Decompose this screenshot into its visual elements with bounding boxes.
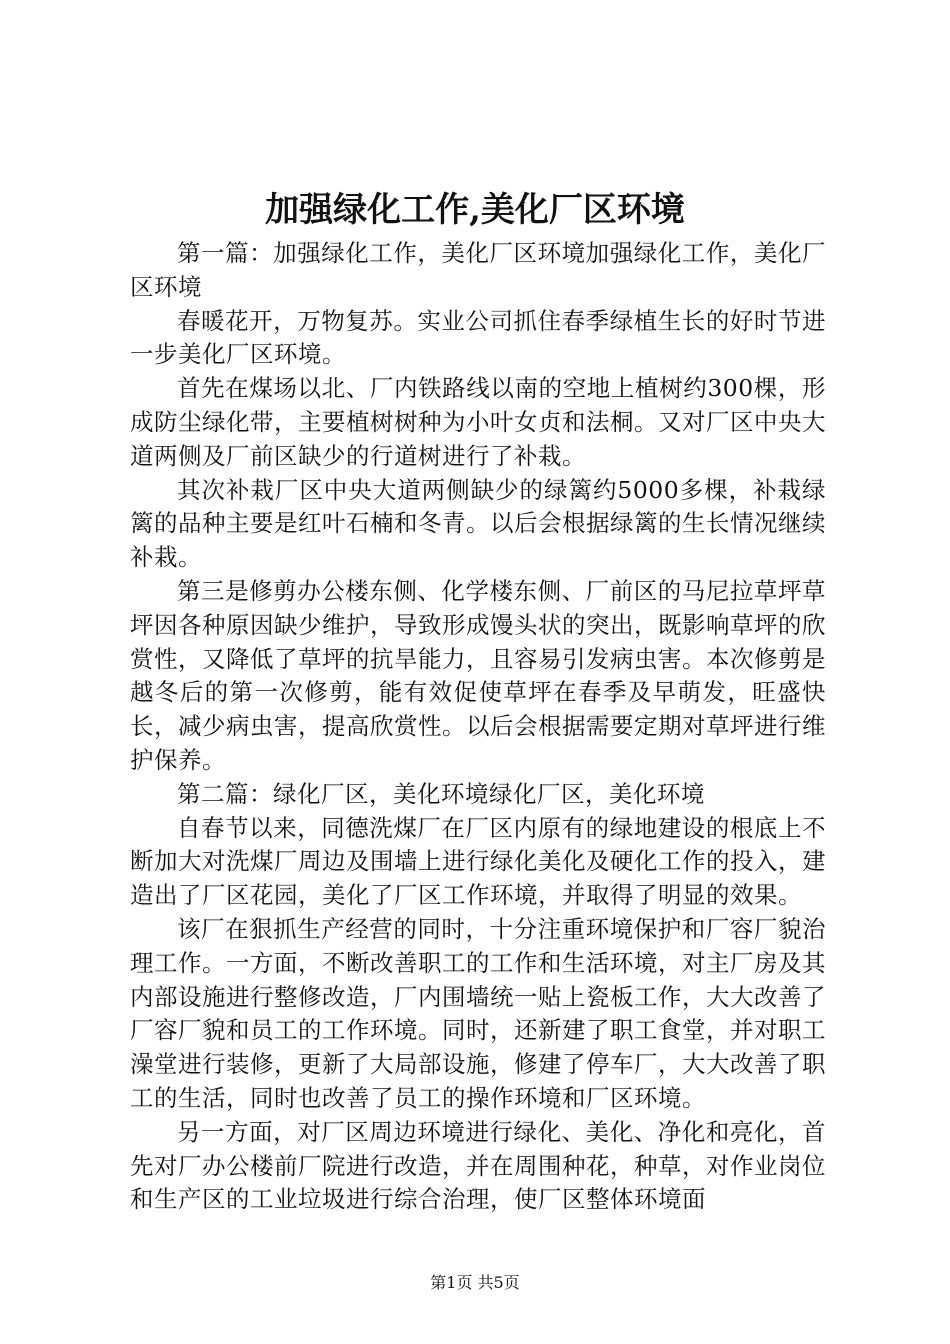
document-body	[130, 237, 826, 1217]
paragraph: 第二篇：绿化厂区，美化环境绿化厂区，美化环境	[177, 779, 705, 808]
paragraph: 第一篇：加强绿化工作，美化厂区环境加强绿化工作，美化厂区环境	[130, 239, 826, 301]
paragraph: 第三是修剪办公楼东侧、化学楼东侧、厂前区的马尼拉草坪草坪因各种原因缺少维护，导致形成馒头状的突出，既影响草坪的欣赏性，又降低了草坪的抗旱能力，且容易引发病虫害。本次修剪是越冬后的第一次修剪，能有效促使草坪在春季及早萌发，旺盛快长，减少病虫害，提高欣赏性。以后会根据需要定期对草坪进行维护保养。	[130, 576, 826, 774]
paragraph: 春暖花开，万物复苏。实业公司抓住春季绿植生长的好时节进一步美化厂区环境。	[130, 306, 826, 369]
paragraph: 另一方面，对厂区周边环境进行绿化、美化、净化和亮化，首先对厂办公楼前厂院进行改造，并在周围种花，种草，对作业岗位和生产区的工业垃圾进行综合治理，使厂区整体环境面	[130, 1117, 826, 1214]
document-title: 加强绿化工作,美化厂区环境	[265, 190, 685, 230]
paragraph: 其次补栽厂区中央大道两侧缺少的绿篱约5000多棵，补栽绿篱的品种主要是红叶石楠和冬青。以后会根据绿篱的生长情况继续补栽。	[130, 475, 826, 572]
paragraph: 该厂在狠抓生产经营的同时，十分注重环境保护和厂容厂貌治理工作。一方面，不断改善职工的工作和生活环境，对主厂房及其内部设施进行整修改造，厂内围墙统一贴上瓷板工作，大大改善了厂容厂貌和员工的工作环境。同时，还新建了职工食堂，并对职工澡堂进行装修，更新了大局部设施，修建了停车厂，大大改善了职工的生活，同时也改善了员工的操作环境和厂区环境。	[130, 914, 826, 1112]
paragraph: 首先在煤场以北、厂内铁路线以南的空地上植树约300棵，形成防尘绿化带，主要植树树种为小叶女贞和法桐。又对厂区中央大道两侧及厂前区缺少的行道树进行了补栽。	[130, 374, 826, 470]
paragraph: 自春节以来，同德洗煤厂在厂区内原有的绿地建设的根底上不断加大对洗煤厂周边及围墙上进行绿化美化及硬化工作的投入，建造出了厂区花园，美化了厂区工作环境，并取得了明显的效果。	[130, 813, 826, 910]
page-number-footer: 第1页 共5页	[430, 1273, 520, 1292]
